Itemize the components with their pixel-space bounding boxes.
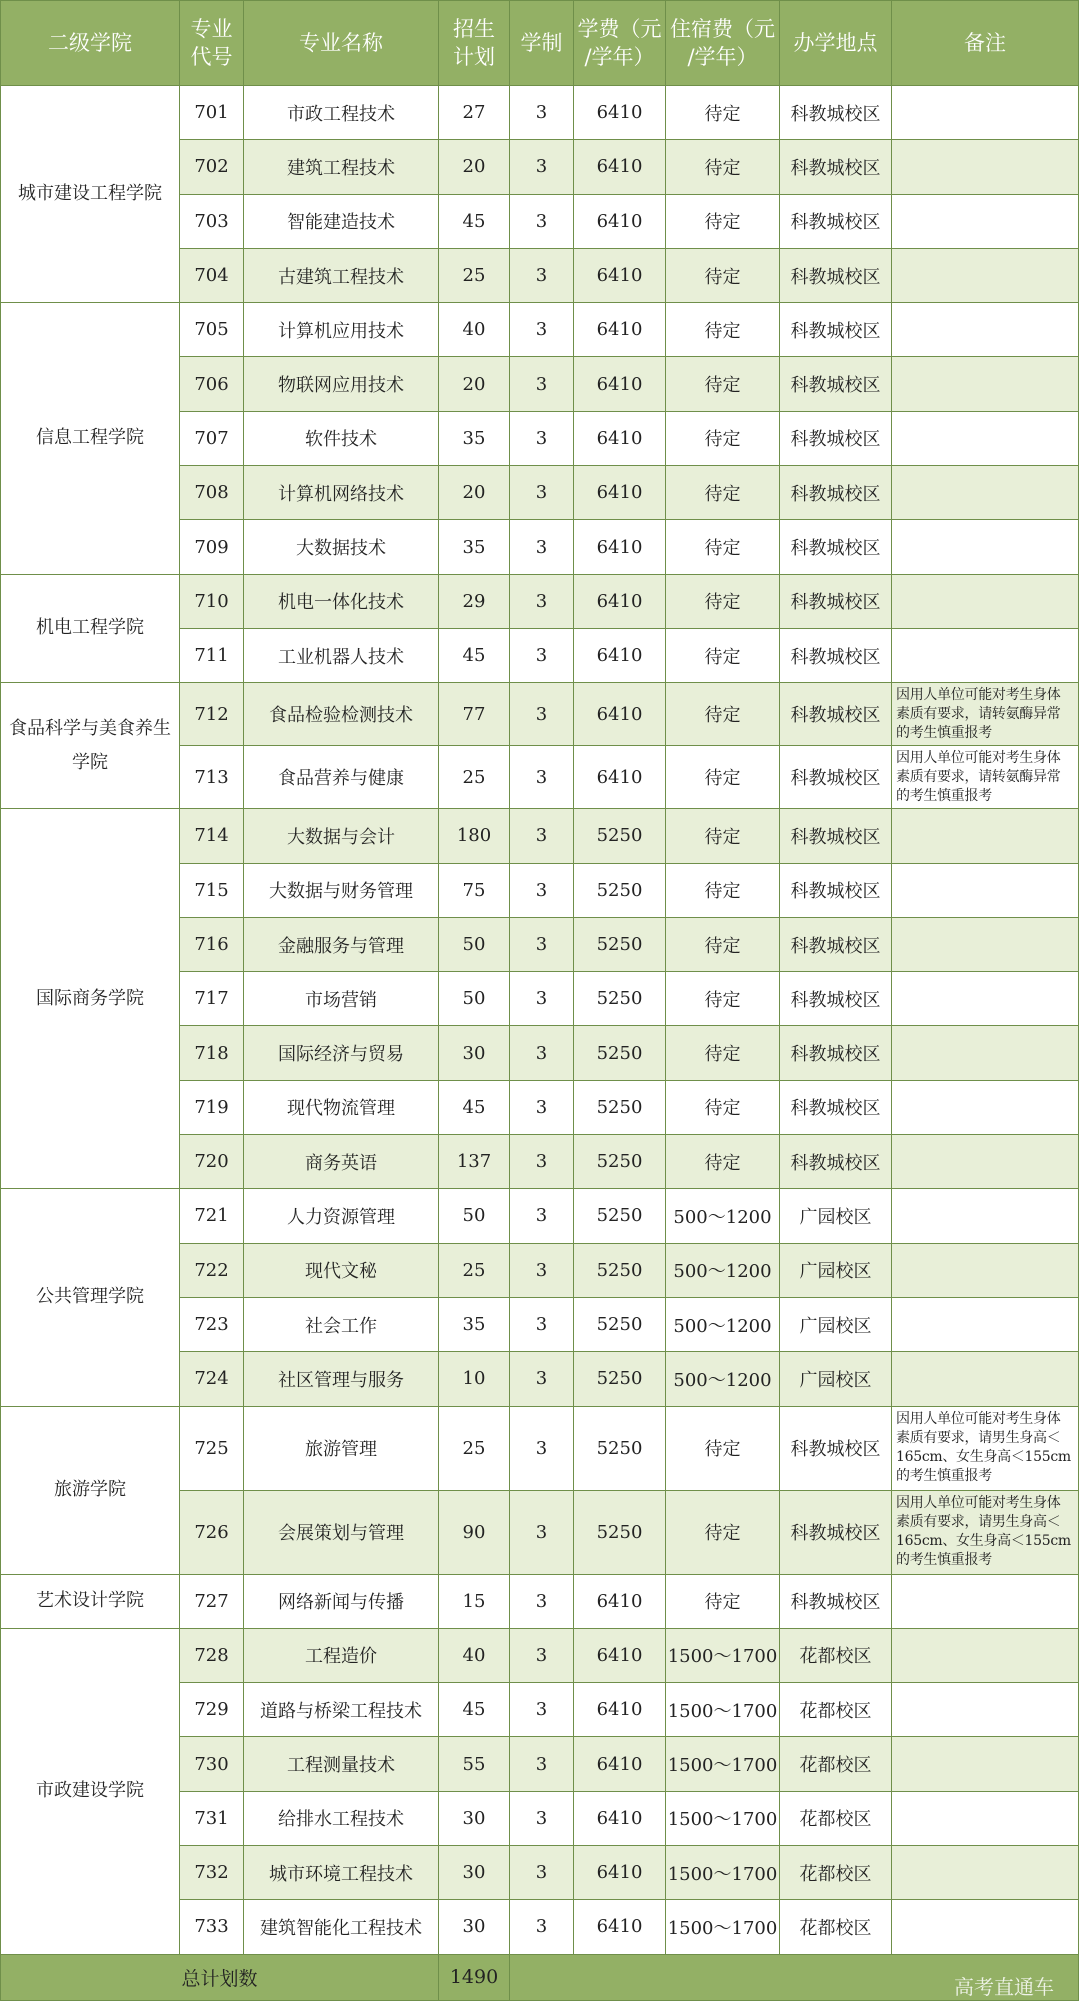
major-code: 722 [180, 1243, 244, 1297]
college-name: 食品科学与美食养生学院 [1, 683, 180, 809]
tuition-fee: 5250 [574, 1297, 666, 1351]
campus-location: 科教城校区 [780, 86, 892, 140]
study-years: 3 [510, 628, 574, 682]
enroll-plan: 45 [439, 1683, 510, 1737]
tuition-fee: 6410 [574, 746, 666, 809]
tuition-fee: 6410 [574, 1900, 666, 1954]
study-years: 3 [510, 1406, 574, 1490]
table-row [1, 303, 1079, 357]
major-code: 719 [180, 1080, 244, 1134]
study-years: 3 [510, 140, 574, 194]
campus-location: 科教城校区 [780, 972, 892, 1026]
header-lodging: 住宿费（元 /学年） [666, 1, 780, 86]
lodging-fee: 500～1200 [666, 1243, 780, 1297]
study-years: 3 [510, 1628, 574, 1682]
remark-note [892, 1900, 1079, 1954]
major-code: 705 [180, 303, 244, 357]
remark-note [892, 1352, 1079, 1406]
enroll-plan: 30 [439, 1791, 510, 1845]
major-name: 市场营销 [244, 972, 439, 1026]
study-years: 3 [510, 1135, 574, 1189]
lodging-fee: 待定 [666, 520, 780, 574]
header-tuition: 学费（元 /学年） [574, 1, 666, 86]
lodging-fee: 500～1200 [666, 1189, 780, 1243]
lodging-fee: 待定 [666, 1574, 780, 1628]
remark-note [892, 140, 1079, 194]
tuition-fee: 5250 [574, 1026, 666, 1080]
study-years: 3 [510, 1352, 574, 1406]
enroll-plan: 35 [439, 411, 510, 465]
remark-note [892, 1297, 1079, 1351]
major-name: 国际经济与贸易 [244, 1026, 439, 1080]
lodging-fee: 待定 [666, 863, 780, 917]
lodging-fee: 1500～1700 [666, 1846, 780, 1900]
major-code: 715 [180, 863, 244, 917]
remark-note [892, 1135, 1079, 1189]
major-name: 物联网应用技术 [244, 357, 439, 411]
lodging-fee: 待定 [666, 1406, 780, 1490]
study-years: 3 [510, 1243, 574, 1297]
campus-location: 花都校区 [780, 1846, 892, 1900]
enroll-plan: 77 [439, 683, 510, 746]
study-years: 3 [510, 194, 574, 248]
campus-location: 花都校区 [780, 1737, 892, 1791]
tuition-fee: 5250 [574, 1490, 666, 1574]
remark-note [892, 972, 1079, 1026]
header-years: 学制 [510, 1, 574, 86]
remark-note [892, 1628, 1079, 1682]
major-name: 工程测量技术 [244, 1737, 439, 1791]
remark-note [892, 86, 1079, 140]
major-name: 大数据与财务管理 [244, 863, 439, 917]
major-name: 金融服务与管理 [244, 917, 439, 971]
remark-note [892, 1243, 1079, 1297]
lodging-fee: 500～1200 [666, 1352, 780, 1406]
major-code: 706 [180, 357, 244, 411]
enroll-plan: 30 [439, 1900, 510, 1954]
study-years: 3 [510, 1846, 574, 1900]
study-years: 3 [510, 1297, 574, 1351]
remark-note [892, 303, 1079, 357]
remark-note [892, 917, 1079, 971]
remark-note: 因用人单位可能对考生身体素质有要求，请转氨酶异常的考生慎重报考 [892, 683, 1079, 746]
campus-location: 科教城校区 [780, 1026, 892, 1080]
study-years: 3 [510, 1574, 574, 1628]
table-header [1, 1, 1079, 86]
study-years: 3 [510, 746, 574, 809]
enroll-plan: 25 [439, 1243, 510, 1297]
enroll-plan: 50 [439, 972, 510, 1026]
campus-location: 广园校区 [780, 1243, 892, 1297]
college-name: 信息工程学院 [1, 303, 180, 574]
major-name: 人力资源管理 [244, 1189, 439, 1243]
tuition-fee: 6410 [574, 1737, 666, 1791]
enroll-plan: 40 [439, 1628, 510, 1682]
study-years: 3 [510, 1026, 574, 1080]
major-name: 智能建造技术 [244, 194, 439, 248]
header-code: 专业 代号 [180, 1, 244, 86]
major-code: 708 [180, 466, 244, 520]
tuition-fee: 6410 [574, 248, 666, 302]
major-code: 725 [180, 1406, 244, 1490]
major-name: 古建筑工程技术 [244, 248, 439, 302]
major-code: 717 [180, 972, 244, 1026]
enroll-plan: 15 [439, 1574, 510, 1628]
enroll-plan: 29 [439, 574, 510, 628]
major-code: 716 [180, 917, 244, 971]
campus-location: 科教城校区 [780, 520, 892, 574]
remark-note [892, 1574, 1079, 1628]
tuition-fee: 6410 [574, 1791, 666, 1845]
table-row [1, 1406, 1079, 1490]
major-name: 计算机应用技术 [244, 303, 439, 357]
remark-note [892, 357, 1079, 411]
major-name: 工程造价 [244, 1628, 439, 1682]
major-name: 大数据技术 [244, 520, 439, 574]
study-years: 3 [510, 466, 574, 520]
major-code: 704 [180, 248, 244, 302]
study-years: 3 [510, 1683, 574, 1737]
major-code: 723 [180, 1297, 244, 1351]
major-name: 食品检验检测技术 [244, 683, 439, 746]
lodging-fee: 待定 [666, 1026, 780, 1080]
enroll-plan: 50 [439, 1189, 510, 1243]
major-code: 718 [180, 1026, 244, 1080]
study-years: 3 [510, 574, 574, 628]
study-years: 3 [510, 917, 574, 971]
major-code: 721 [180, 1189, 244, 1243]
enroll-plan: 20 [439, 357, 510, 411]
enroll-plan: 75 [439, 863, 510, 917]
enroll-plan: 35 [439, 1297, 510, 1351]
remark-note [892, 863, 1079, 917]
major-name: 现代物流管理 [244, 1080, 439, 1134]
remark-note [892, 1737, 1079, 1791]
college-name: 艺术设计学院 [1, 1574, 180, 1628]
major-name: 机电一体化技术 [244, 574, 439, 628]
campus-location: 花都校区 [780, 1791, 892, 1845]
tuition-fee: 6410 [574, 683, 666, 746]
table-row [1, 1189, 1079, 1243]
campus-location: 科教城校区 [780, 574, 892, 628]
major-code: 727 [180, 1574, 244, 1628]
major-name: 社会工作 [244, 1297, 439, 1351]
tuition-fee: 5250 [574, 1189, 666, 1243]
campus-location: 科教城校区 [780, 746, 892, 809]
enroll-plan: 10 [439, 1352, 510, 1406]
lodging-fee: 待定 [666, 628, 780, 682]
major-code: 731 [180, 1791, 244, 1845]
lodging-fee: 待定 [666, 86, 780, 140]
study-years: 3 [510, 411, 574, 465]
major-code: 729 [180, 1683, 244, 1737]
campus-location: 科教城校区 [780, 1080, 892, 1134]
study-years: 3 [510, 1189, 574, 1243]
study-years: 3 [510, 972, 574, 1026]
campus-location: 广园校区 [780, 1189, 892, 1243]
tuition-fee: 6410 [574, 194, 666, 248]
major-name: 软件技术 [244, 411, 439, 465]
study-years: 3 [510, 520, 574, 574]
total-label: 总计划数 [1, 1954, 439, 2000]
remark-note [892, 574, 1079, 628]
lodging-fee: 待定 [666, 140, 780, 194]
major-code: 713 [180, 746, 244, 809]
college-name: 机电工程学院 [1, 574, 180, 683]
tuition-fee: 6410 [574, 86, 666, 140]
tuition-fee: 5250 [574, 917, 666, 971]
campus-location: 科教城校区 [780, 140, 892, 194]
major-name: 食品营养与健康 [244, 746, 439, 809]
campus-location: 广园校区 [780, 1352, 892, 1406]
college-name: 市政建设学院 [1, 1628, 180, 1954]
tuition-fee: 6410 [574, 357, 666, 411]
lodging-fee: 待定 [666, 746, 780, 809]
lodging-fee: 待定 [666, 303, 780, 357]
study-years: 3 [510, 357, 574, 411]
header-remark: 备注 [892, 1, 1079, 86]
lodging-fee: 待定 [666, 1490, 780, 1574]
college-name: 公共管理学院 [1, 1189, 180, 1406]
study-years: 3 [510, 683, 574, 746]
enroll-plan: 90 [439, 1490, 510, 1574]
remark-note [892, 248, 1079, 302]
table-row [1, 1628, 1079, 1682]
table-row [1, 1574, 1079, 1628]
college-name: 旅游学院 [1, 1406, 180, 1574]
study-years: 3 [510, 303, 574, 357]
tuition-fee: 6410 [574, 574, 666, 628]
campus-location: 广园校区 [780, 1297, 892, 1351]
major-name: 网络新闻与传播 [244, 1574, 439, 1628]
enroll-plan: 25 [439, 746, 510, 809]
major-name: 给排水工程技术 [244, 1791, 439, 1845]
remark-note [892, 520, 1079, 574]
tuition-fee: 5250 [574, 1135, 666, 1189]
major-code: 720 [180, 1135, 244, 1189]
lodging-fee: 待定 [666, 466, 780, 520]
lodging-fee: 待定 [666, 357, 780, 411]
campus-location: 科教城校区 [780, 1490, 892, 1574]
table-row [1, 683, 1079, 746]
remark-note [892, 1026, 1079, 1080]
campus-location: 科教城校区 [780, 809, 892, 863]
lodging-fee: 1500～1700 [666, 1683, 780, 1737]
major-code: 702 [180, 140, 244, 194]
watermark: 高考直通车 [954, 1975, 1054, 1999]
lodging-fee: 待定 [666, 248, 780, 302]
campus-location: 花都校区 [780, 1900, 892, 1954]
header-major-name: 专业名称 [244, 1, 439, 86]
major-name: 旅游管理 [244, 1406, 439, 1490]
lodging-fee: 待定 [666, 917, 780, 971]
enroll-plan: 25 [439, 1406, 510, 1490]
remark-note [892, 809, 1079, 863]
lodging-fee: 待定 [666, 194, 780, 248]
lodging-fee: 待定 [666, 809, 780, 863]
major-name: 工业机器人技术 [244, 628, 439, 682]
table-footer [1, 1954, 1079, 2000]
tuition-fee: 5250 [574, 1352, 666, 1406]
enroll-plan: 20 [439, 466, 510, 520]
table-row [1, 86, 1079, 140]
major-code: 730 [180, 1737, 244, 1791]
major-name: 社区管理与服务 [244, 1352, 439, 1406]
header-location: 办学地点 [780, 1, 892, 86]
study-years: 3 [510, 809, 574, 863]
enroll-plan: 137 [439, 1135, 510, 1189]
lodging-fee: 待定 [666, 411, 780, 465]
remark-note [892, 628, 1079, 682]
lodging-fee: 1500～1700 [666, 1900, 780, 1954]
remark-note: 因用人单位可能对考生身体素质有要求，请转氨酶异常的考生慎重报考 [892, 746, 1079, 809]
tuition-fee: 5250 [574, 972, 666, 1026]
lodging-fee: 1500～1700 [666, 1737, 780, 1791]
tuition-fee: 6410 [574, 520, 666, 574]
enroll-plan: 27 [439, 86, 510, 140]
major-name: 会展策划与管理 [244, 1490, 439, 1574]
remark-note: 因用人单位可能对考生身体素质有要求，请男生身高＜165cm、女生身高＜155cm的考生慎重报考 [892, 1406, 1079, 1490]
major-code: 701 [180, 86, 244, 140]
campus-location: 科教城校区 [780, 357, 892, 411]
lodging-fee: 待定 [666, 683, 780, 746]
table-row [1, 574, 1079, 628]
campus-location: 科教城校区 [780, 194, 892, 248]
study-years: 3 [510, 1900, 574, 1954]
enroll-plan: 50 [439, 917, 510, 971]
study-years: 3 [510, 863, 574, 917]
header-college: 二级学院 [1, 1, 180, 86]
campus-location: 科教城校区 [780, 248, 892, 302]
remark-note [892, 466, 1079, 520]
lodging-fee: 待定 [666, 574, 780, 628]
enroll-plan: 45 [439, 194, 510, 248]
tuition-fee: 5250 [574, 809, 666, 863]
campus-location: 科教城校区 [780, 863, 892, 917]
lodging-fee: 1500～1700 [666, 1791, 780, 1845]
tuition-fee: 6410 [574, 1683, 666, 1737]
lodging-fee: 待定 [666, 1135, 780, 1189]
college-name: 国际商务学院 [1, 809, 180, 1189]
major-name: 建筑智能化工程技术 [244, 1900, 439, 1954]
tuition-fee: 6410 [574, 140, 666, 194]
major-code: 703 [180, 194, 244, 248]
major-name: 城市环境工程技术 [244, 1846, 439, 1900]
major-name: 商务英语 [244, 1135, 439, 1189]
major-code: 712 [180, 683, 244, 746]
remark-note [892, 1791, 1079, 1845]
tuition-fee: 6410 [574, 1574, 666, 1628]
table-row [1, 809, 1079, 863]
major-name: 道路与桥梁工程技术 [244, 1683, 439, 1737]
lodging-fee: 1500～1700 [666, 1628, 780, 1682]
major-code: 732 [180, 1846, 244, 1900]
study-years: 3 [510, 248, 574, 302]
study-years: 3 [510, 1490, 574, 1574]
tuition-fee: 6410 [574, 303, 666, 357]
major-code: 707 [180, 411, 244, 465]
lodging-fee: 待定 [666, 1080, 780, 1134]
major-code: 726 [180, 1490, 244, 1574]
remark-note [892, 194, 1079, 248]
table-body [1, 86, 1079, 1955]
major-code: 724 [180, 1352, 244, 1406]
enroll-plan: 180 [439, 809, 510, 863]
remark-note [892, 1683, 1079, 1737]
tuition-fee: 5250 [574, 863, 666, 917]
campus-location: 科教城校区 [780, 1135, 892, 1189]
enroll-plan: 40 [439, 303, 510, 357]
enroll-plan: 20 [439, 140, 510, 194]
major-code: 711 [180, 628, 244, 682]
campus-location: 科教城校区 [780, 1406, 892, 1490]
remark-note [892, 1080, 1079, 1134]
campus-location: 科教城校区 [780, 683, 892, 746]
study-years: 3 [510, 1791, 574, 1845]
study-years: 3 [510, 86, 574, 140]
tuition-fee: 5250 [574, 1080, 666, 1134]
campus-location: 科教城校区 [780, 628, 892, 682]
major-name: 大数据与会计 [244, 809, 439, 863]
remark-note [892, 1846, 1079, 1900]
enroll-plan: 25 [439, 248, 510, 302]
enroll-plan: 30 [439, 1026, 510, 1080]
enroll-plan: 30 [439, 1846, 510, 1900]
tuition-fee: 5250 [574, 1243, 666, 1297]
lodging-fee: 500～1200 [666, 1297, 780, 1351]
major-name: 市政工程技术 [244, 86, 439, 140]
major-name: 现代文秘 [244, 1243, 439, 1297]
tuition-fee: 6410 [574, 1628, 666, 1682]
study-years: 3 [510, 1737, 574, 1791]
major-code: 709 [180, 520, 244, 574]
campus-location: 科教城校区 [780, 1574, 892, 1628]
enroll-plan: 45 [439, 1080, 510, 1134]
campus-location: 花都校区 [780, 1683, 892, 1737]
study-years: 3 [510, 1080, 574, 1134]
campus-location: 科教城校区 [780, 917, 892, 971]
tuition-fee: 6410 [574, 1846, 666, 1900]
header-plan: 招生 计划 [439, 1, 510, 86]
remark-note: 因用人单位可能对考生身体素质有要求，请男生身高＜165cm、女生身高＜155cm的考生慎重报考 [892, 1490, 1079, 1574]
major-name: 计算机网络技术 [244, 466, 439, 520]
campus-location: 科教城校区 [780, 303, 892, 357]
tuition-fee: 5250 [574, 1406, 666, 1490]
major-code: 733 [180, 1900, 244, 1954]
campus-location: 花都校区 [780, 1628, 892, 1682]
tuition-fee: 6410 [574, 466, 666, 520]
remark-note [892, 1189, 1079, 1243]
major-code: 728 [180, 1628, 244, 1682]
enroll-plan: 55 [439, 1737, 510, 1791]
college-name: 城市建设工程学院 [1, 86, 180, 303]
enroll-plan: 45 [439, 628, 510, 682]
total-value: 1490 [439, 1954, 510, 2000]
enroll-plan: 35 [439, 520, 510, 574]
major-code: 714 [180, 809, 244, 863]
major-name: 建筑工程技术 [244, 140, 439, 194]
remark-note [892, 411, 1079, 465]
campus-location: 科教城校区 [780, 411, 892, 465]
major-code: 710 [180, 574, 244, 628]
campus-location: 科教城校区 [780, 466, 892, 520]
lodging-fee: 待定 [666, 972, 780, 1026]
tuition-fee: 6410 [574, 411, 666, 465]
tuition-fee: 6410 [574, 628, 666, 682]
